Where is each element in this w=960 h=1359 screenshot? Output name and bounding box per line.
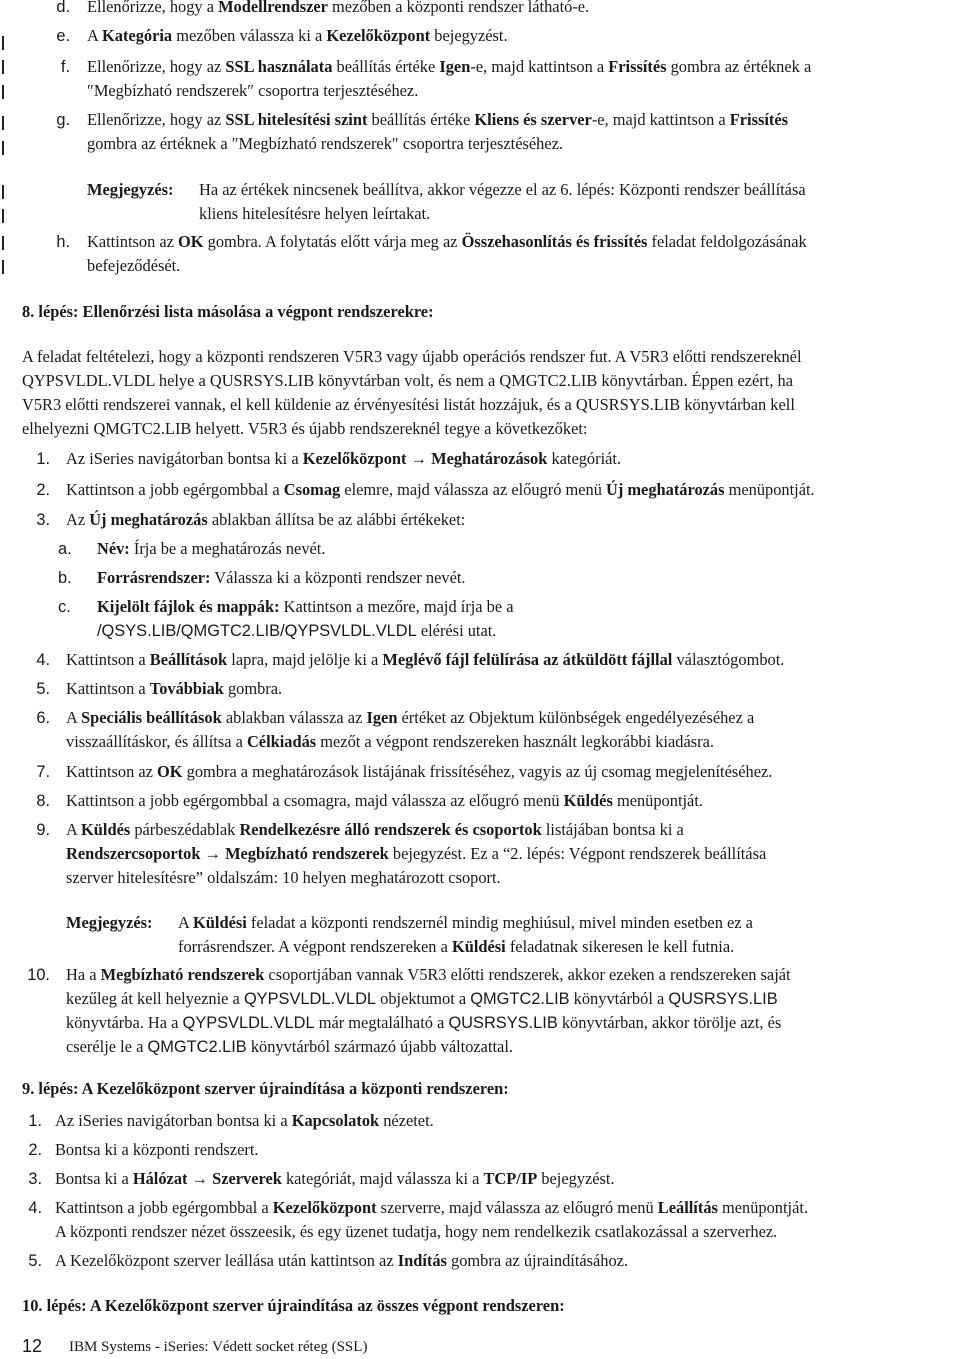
bold-text: Kapcsolatok [291,1111,380,1130]
bold-text: SSL használata [225,57,333,76]
bold-text: TCP/IP [483,1169,538,1188]
text: ablakban állítsa be az alábbi értékeket: [207,510,466,529]
text: már megtalálható a [314,1013,449,1032]
item-number: 3. [36,511,50,529]
text: ″Megbízható rendszerek″ csoportra terjesztéséhez. [87,81,419,100]
text: -e, majd kattintson a [591,110,730,129]
library-name: QMGTC2.LIB [470,990,570,1008]
text: menüpontját. [612,791,703,810]
bold-text: Kezelőközpont [272,1198,377,1217]
text: Ellenőrizze, hogy a [87,0,219,16]
text: könyvtárból a [569,989,669,1008]
change-bar [2,141,4,155]
text: Ellenőrizze, hogy az [87,110,226,129]
note-label: Megjegyzés: [87,180,174,199]
arrow-icon: → [406,449,432,468]
bold-text: Meghatározások [431,449,548,468]
bold-text: Frissítés [729,110,789,129]
text: Az [66,510,90,529]
text: kliens hitelesítésre helyen leírtakat. [199,204,431,223]
text: könyvtárból származó újabb változattal. [246,1037,513,1056]
bold-text: Összehasonlítás és frissítés [461,232,648,251]
text: csoportjában vannak V5R3 előtti rendszerek, akkor ezeken a rendszereken saját [264,965,791,984]
text: mezőt a végpont rendszereken használt legkorábbi kiadásra. [316,732,714,751]
text: értéket az Objektum különbségek engedélyezéséhez a [397,708,755,727]
text: forrásrendszer. A végpont rendszereken a [178,937,452,956]
text: Az iSeries navigátorban bontsa ki a [55,1111,292,1130]
page-number: 12 [22,1336,43,1356]
text: Bontsa ki a [55,1169,133,1188]
bold-text: Megbízható rendszerek [225,844,389,863]
item-number: 10. [27,966,50,984]
text: kategóriát, majd válassza ki a [281,1169,484,1188]
bold-text: Név: [97,539,130,558]
bold-text: Megbízható rendszerek [100,965,265,984]
bold-text: Kezelőközpont [302,449,407,468]
bold-text: Indítás [397,1251,447,1270]
item-number: 7. [36,763,50,781]
object-name: QYPSVLDL.VLDL [182,1014,315,1032]
text: gombra az újraindításához. [446,1251,629,1270]
text: -e, majd kattintson a [470,57,609,76]
step10-heading: 10. lépés: A Kezelőközpont szerver újraindítása az összes végpont rendszeren: [22,1296,565,1315]
item-number: 5. [28,1252,42,1270]
text: gombra. [223,679,283,698]
text: nézetet. [379,1111,434,1130]
item-letter: f. [60,58,70,76]
text: Ha az értékek nincsenek beállítva, akkor végezze el az 6. lépés: Központi rendszer beállítása [199,180,806,199]
item-letter: b. [58,569,72,587]
text: visszaállításkor, és állítsa a [66,732,247,751]
bold-text: Küldés [563,791,613,810]
bold-text: Hálózat [132,1169,188,1188]
text: mezőben válassza ki a [172,26,327,45]
text: Kattintson a jobb egérgombbal a [66,480,284,499]
text: Kattintson az [66,762,158,781]
bold-text: Modellrendszer [218,0,328,16]
bold-text: Új meghatározás [89,510,208,529]
bold-text: Szerverek [212,1169,282,1188]
text: A feladat feltételezi, hogy a központi rendszeren V5R3 vagy újabb operációs rendszer fut. A V5R3 előtti rendszereknél [22,347,802,366]
text: befejeződését. [87,256,181,275]
change-bar [2,36,4,50]
bold-text: Igen [439,57,471,76]
bold-text: Igen [366,708,398,727]
text: feladatnak sikeresen le kell futnia. [505,937,735,956]
item-number: 1. [36,450,50,468]
item-letter: a. [58,540,72,558]
step8-intro [22,345,960,441]
bold-text: Kezelőközpont [326,26,431,45]
bold-text: Speciális beállítások [81,708,222,727]
item-number: 4. [36,651,50,669]
text: A központi rendszer nézet összeesik, és egy üzenet tudatja, hogy nem rendelkezik csatlakozással a szerverhez. [55,1222,778,1241]
bold-text: Meglévő fájl felülírása az átküldött fájllal [382,650,673,669]
text: bejegyzést. [537,1169,615,1188]
bold-text: Rendszercsoportok [66,844,201,863]
bold-text: Küldési [193,913,247,932]
item-number: 2. [36,481,50,499]
footer-title: IBM Systems - iSeries: Védett socket réteg (SSL) [69,1339,368,1355]
text: Kattintson a mezőre, majd írja be a [279,597,514,616]
object-name: QYPSVLDL.VLDL [243,990,377,1008]
text: Kattintson a jobb egérgombbal a csomagra, majd válassza az előugró menü [66,791,564,810]
text: lapra, majd jelölje ki a [227,650,383,669]
bold-text: Rendelkezésre álló rendszerek és csoportok [239,820,542,839]
text: listájában bontsa ki a [541,820,684,839]
item-number: 6. [36,709,50,727]
item-letter: e. [56,27,70,45]
change-bar [2,260,4,274]
page-footer [22,1334,960,1359]
change-bar [2,209,4,223]
bold-text: SSL hitelesítési szint [225,110,368,129]
text: Válassza ki a központi rendszer nevét. [210,568,466,587]
bold-text: OK [178,232,204,251]
text: Ha a [66,965,101,984]
text: A [178,913,194,932]
item-letter: d. [56,0,70,16]
arrow-icon: → [200,844,226,863]
text: Az iSeries navigátorban bontsa ki a [66,449,303,468]
bold-text: Küldési [451,937,506,956]
text: elérési utat. [416,621,497,640]
text: Kattintson a jobb egérgombbal a [55,1198,273,1217]
text: könyvtárba. Ha a [66,1013,183,1032]
text: Kattintson az [87,232,179,251]
text: menüpontját. [724,480,815,499]
library-name: QUSRSYS.LIB [668,990,778,1008]
text: bejegyzést. Ez a “2. lépés: Végpont rendszerek beállítása [388,844,767,863]
bold-text: Kijelölt fájlok és mappák: [97,597,280,616]
item-number: 1. [28,1112,42,1130]
text: cserélje le a [66,1037,148,1056]
library-name: QMGTC2.LIB [147,1038,247,1056]
bold-text: Küldés [81,820,131,839]
text: kategóriát. [547,449,622,468]
text: Bontsa ki a központi rendszert. [55,1140,259,1159]
text: A [66,708,82,727]
bold-text: Frissítés [608,57,667,76]
text: szerver hitelesítésre” oldalszám: 10 helyen meghatározott csoport. [66,868,501,887]
library-name: QUSRSYS.LIB [448,1014,558,1032]
text: A Kezelőközpont szerver leállása után kattintson az [55,1251,398,1270]
text: Írja be a meghatározás nevét. [129,539,326,558]
text: szerverre, majd válassza az előugró menü [376,1198,658,1217]
text: gombra az értéknek a [666,57,812,76]
text: Kattintson a [66,679,150,698]
item-number: 8. [36,792,50,810]
step8-heading: 8. lépés: Ellenőrzési lista másolása a végpont rendszerekre: [22,302,434,321]
bold-text: Célkiadás [246,732,317,751]
change-bar [2,116,4,130]
text: Ellenőrizze, hogy az [87,57,226,76]
change-bar [2,185,4,199]
text: kezűleg át kell helyeznie a [66,989,244,1008]
text: A [66,820,82,839]
bold-text: Leállítás [657,1198,718,1217]
text: ablakban válassza az [221,708,367,727]
bold-text: Csomag [283,480,341,499]
item-letter: h. [56,233,70,251]
item-number: 9. [36,821,50,839]
note-label: Megjegyzés: [66,913,153,932]
bold-text: Továbbiak [149,679,224,698]
item-number: 2. [28,1141,42,1159]
text: menüpontját. [717,1198,809,1217]
bold-text: Forrásrendszer: [97,568,211,587]
text: gombra az értéknek a ″Megbízható rendszerek″ csoportra terjesztéséhez. [87,134,564,153]
bold-text: Új meghatározás [606,480,725,499]
step9-heading: 9. lépés: A Kezelőközpont szerver újraindítása a központi rendszeren: [22,1079,509,1098]
text: gombra a meghatározások listájának frissítéséhez, vagyis az új csomag megjelenítéséhez. [182,762,773,781]
text: QYPSVLDL.VLDL helye a QUSRSYS.LIB könyvtárban volt, és nem a QMGTC2.LIB könyvtárban. Éppen ezért, ha [22,371,793,390]
arrow-icon: → [187,1169,213,1188]
text: beállítás értéke [367,110,475,129]
text: párbeszédablak [130,820,240,839]
change-bar [2,60,4,74]
text: objektumot a [376,989,471,1008]
text: Kattintson a [66,650,150,669]
text: gombra. A folytatás előtt várja meg az [203,232,462,251]
text: beállítás értéke [332,57,440,76]
path-text: /QSYS.LIB/QMGTC2.LIB/QYPSVLDL.VLDL [97,622,417,640]
change-bar [2,236,4,250]
text: választógombot. [672,650,785,669]
bold-text: Beállítások [149,650,228,669]
text: könyvtárban, akkor törölje azt, és [557,1013,782,1032]
text: A [87,26,103,45]
bold-text: Kliens és szerver [474,110,592,129]
item-letter: g. [56,111,70,129]
text: mezőben a központi rendszer látható-e. [327,0,590,16]
item-number: 3. [28,1170,42,1188]
text: bejegyzést. [430,26,508,45]
item-number: 5. [36,680,50,698]
text: feladat a központi rendszernél mindig meghiúsul, mivel minden esetben ez a [246,913,753,932]
bold-text: OK [157,762,183,781]
item-letter: c. [58,598,71,616]
change-bar [2,85,4,99]
text: feladat feldolgozásának [647,232,807,251]
bold-text: Kategória [102,26,173,45]
text: elemre, majd válassza az előugró menü [340,480,606,499]
text: elhelyezni QMGTC2.LIB helyett. V5R3 és újabb rendszereknél tegye a következőket: [22,419,588,438]
text: V5R3 előtti rendszerei vannak, el kell küldenie az érvényesítési listát hozzájuk, és a QUSRSYS.LIB könyvtárban kell [22,395,795,414]
item-number: 4. [28,1199,42,1217]
